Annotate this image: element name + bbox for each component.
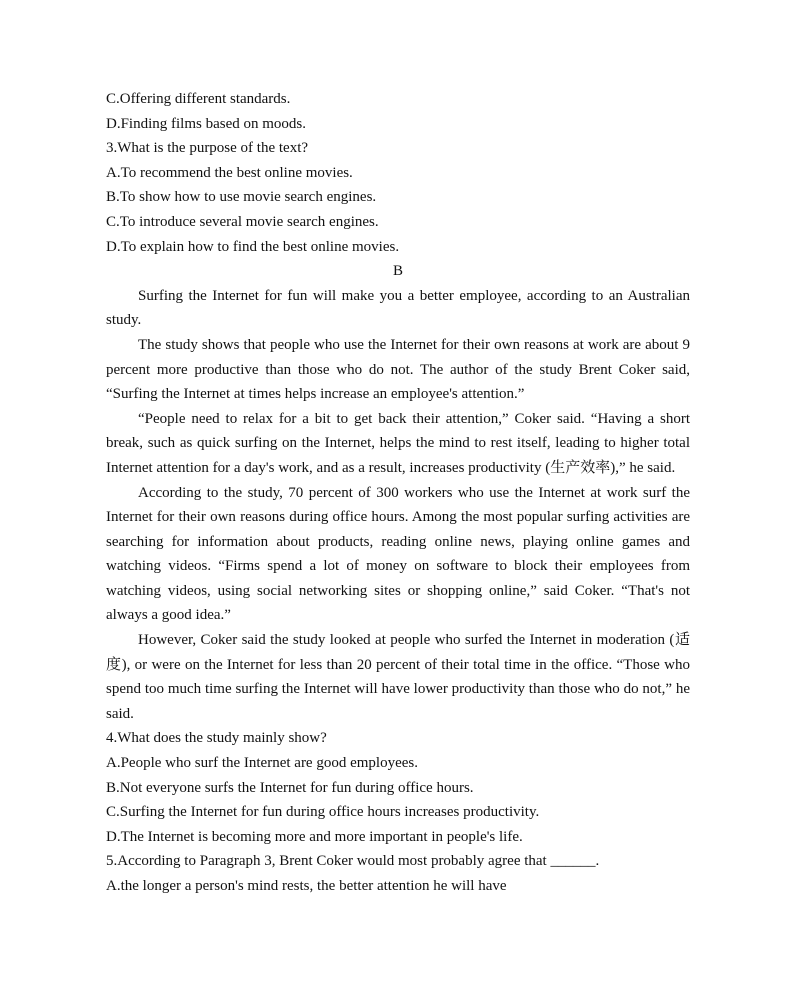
question-line: 3.What is the purpose of the text? bbox=[106, 140, 309, 157]
option-line: B.Not everyone surfs the Internet for fun during office hours. bbox=[106, 779, 474, 796]
option-line: C.To introduce several movie search engines. bbox=[106, 213, 379, 230]
option-line: D.To explain how to find the best online movies. bbox=[106, 238, 400, 255]
passage-paragraph: Surfing the Internet for fun will make you a better employee, according to an Australian study. bbox=[106, 287, 690, 329]
passage-paragraph: The study shows that people who use the Internet for their own reasons at work are about 9 percent more productive than those who do not. The author of the study Brent Coker said, “Surfing the Internet at times helps increase an employee's attention.” bbox=[106, 336, 690, 403]
section-heading: B bbox=[392, 263, 403, 280]
option-line: C.Offering different standards. bbox=[106, 91, 291, 107]
option-line: A.To recommend the best online movies. bbox=[106, 164, 353, 181]
question-line: 4.What does the study mainly show? bbox=[106, 730, 327, 747]
passage-paragraph: “People need to relax for a bit to get back their attention,” Coker said. “Having a short break, such as quick surfing on the Internet, helps the mind to rest itself, leading to higher total Internet attention for a day's work, and as a result, increases productivity (生产效率),” he said. bbox=[106, 410, 690, 476]
option-line: B.To show how to use movie search engines. bbox=[106, 189, 377, 206]
option-line: D.Finding films based on moods. bbox=[106, 115, 307, 132]
option-line: D.The Internet is becoming more and more important in people's life. bbox=[106, 828, 523, 845]
option-line: C.Surfing the Internet for fun during office hours increases productivity. bbox=[106, 804, 540, 821]
document-page bbox=[106, 87, 690, 899]
passage-paragraph: According to the study, 70 percent of 300 workers who use the Internet at work surf the Internet for their own reasons during office hours. Among the most popular surfing activities are searching for information about products, reading online news, playing online games and watching videos. “Firms spend a lot of money on software to block their employees from watching videos, using social networking sites or shopping online,” said Coker. “That's not always a good idea.” bbox=[106, 484, 690, 624]
option-line: A.People who surf the Internet are good employees. bbox=[106, 755, 418, 772]
option-line: A.the longer a person's mind rests, the better attention he will have bbox=[106, 878, 507, 894]
question-line: 5.According to Paragraph 3, Brent Coker would most probably agree that ______. bbox=[106, 853, 600, 870]
passage-paragraph: However, Coker said the study looked at people who surfed the Internet in moderation (适度), or were on the Internet for less than 20 percent of their total time in the office. “Those who spend too much time surfing the Internet will have lower productivity than those who do not,” he said. bbox=[106, 632, 690, 722]
